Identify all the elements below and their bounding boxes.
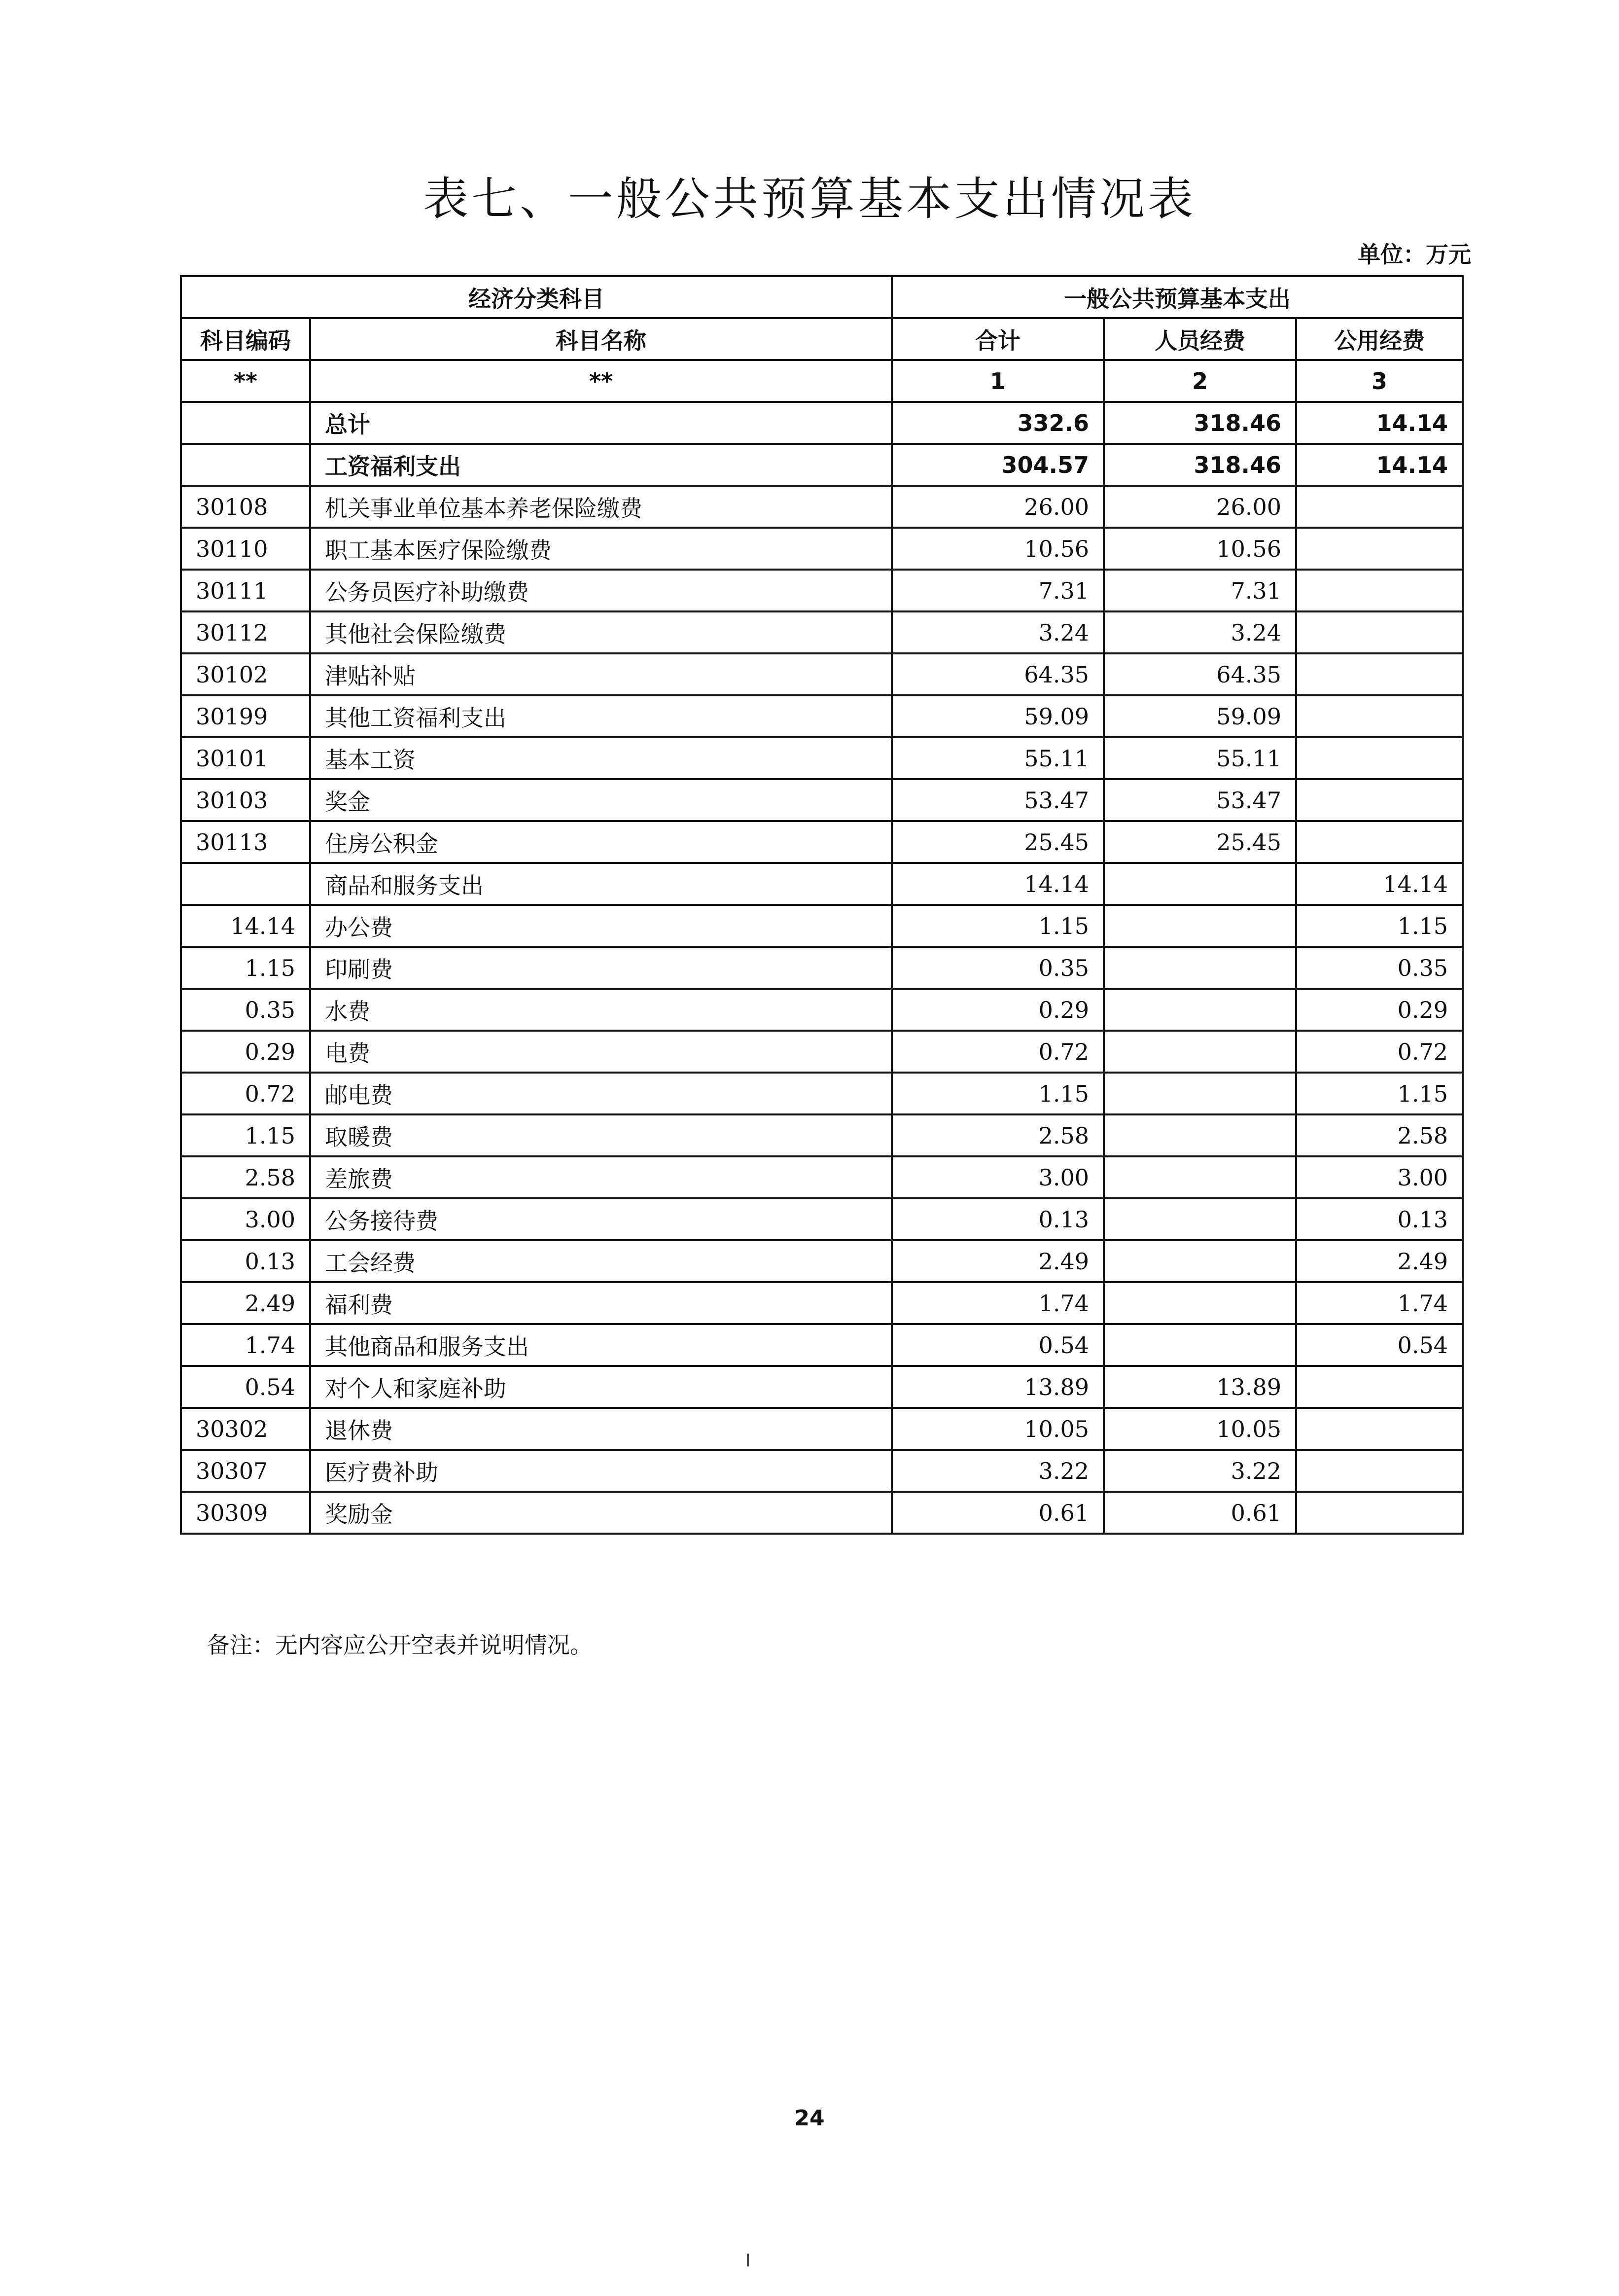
row-total: 55.11 <box>892 737 1104 779</box>
header-index-row <box>181 360 1463 402</box>
row-code: 0.29 <box>181 1031 310 1073</box>
row-total: 2.58 <box>892 1114 1104 1156</box>
row-public: 0.35 <box>1296 947 1463 989</box>
row-name: 公务接待费 <box>310 1198 892 1240</box>
row-code: 2.58 <box>181 1156 310 1198</box>
row-code: 30101 <box>181 737 310 779</box>
row-name: 取暖费 <box>310 1114 892 1156</box>
table-row <box>181 1198 1463 1240</box>
header-name: 科目名称 <box>310 318 892 360</box>
row-code: 0.54 <box>181 1366 310 1408</box>
row-name: 商品和服务支出 <box>310 863 892 905</box>
row-code: 30309 <box>181 1492 310 1534</box>
table-row <box>181 779 1463 821</box>
row-personnel <box>1104 1114 1296 1156</box>
row-public: 0.13 <box>1296 1198 1463 1240</box>
row-personnel <box>1104 1031 1296 1073</box>
row-public <box>1296 779 1463 821</box>
table-row <box>181 611 1463 653</box>
row-total: 13.89 <box>892 1366 1104 1408</box>
row-name: 其他商品和服务支出 <box>310 1324 892 1366</box>
table-row <box>181 863 1463 905</box>
table-row <box>181 1156 1463 1198</box>
row-name: 奖金 <box>310 779 892 821</box>
row-public: 2.49 <box>1296 1240 1463 1282</box>
table-row <box>181 528 1463 570</box>
row-code: 1.15 <box>181 947 310 989</box>
index-personnel: 2 <box>1104 360 1296 402</box>
row-public: 2.58 <box>1296 1114 1463 1156</box>
row-personnel: 53.47 <box>1104 779 1296 821</box>
row-name: 医疗费补助 <box>310 1450 892 1492</box>
row-total: 2.49 <box>892 1240 1104 1282</box>
index-public: 3 <box>1296 360 1463 402</box>
row-code: 30103 <box>181 779 310 821</box>
row-code <box>181 402 310 444</box>
row-name: 工资福利支出 <box>310 444 892 486</box>
table-row <box>181 905 1463 947</box>
row-name: 公务员医疗补助缴费 <box>310 570 892 611</box>
row-personnel: 55.11 <box>1104 737 1296 779</box>
row-public: 14.14 <box>1296 402 1463 444</box>
row-personnel: 0.61 <box>1104 1492 1296 1534</box>
row-personnel: 318.46 <box>1104 444 1296 486</box>
row-personnel: 3.22 <box>1104 1450 1296 1492</box>
row-total: 0.13 <box>892 1198 1104 1240</box>
row-name: 职工基本医疗保险缴费 <box>310 528 892 570</box>
row-total: 0.61 <box>892 1492 1104 1534</box>
row-public: 0.29 <box>1296 989 1463 1031</box>
row-name: 其他工资福利支出 <box>310 695 892 737</box>
table-row <box>181 1450 1463 1492</box>
row-public <box>1296 486 1463 528</box>
row-personnel <box>1104 1073 1296 1114</box>
row-public <box>1296 528 1463 570</box>
row-personnel: 10.56 <box>1104 528 1296 570</box>
row-code: 30102 <box>181 653 310 695</box>
row-code: 30113 <box>181 821 310 863</box>
header-column-row <box>181 318 1463 360</box>
table-row <box>181 1031 1463 1073</box>
row-public <box>1296 611 1463 653</box>
row-personnel <box>1104 989 1296 1031</box>
row-personnel: 13.89 <box>1104 1366 1296 1408</box>
row-personnel: 26.00 <box>1104 486 1296 528</box>
row-code: 30302 <box>181 1408 310 1450</box>
row-public: 0.72 <box>1296 1031 1463 1073</box>
table-row <box>181 444 1463 486</box>
row-total: 332.6 <box>892 402 1104 444</box>
row-personnel: 64.35 <box>1104 653 1296 695</box>
row-name: 对个人和家庭补助 <box>310 1366 892 1408</box>
row-personnel <box>1104 905 1296 947</box>
scan-mark <box>747 2254 749 2266</box>
page-number: 24 <box>794 2106 825 2131</box>
row-total: 10.05 <box>892 1408 1104 1450</box>
row-code: 30110 <box>181 528 310 570</box>
index-name: ** <box>310 360 892 402</box>
row-code: 14.14 <box>181 905 310 947</box>
row-public <box>1296 737 1463 779</box>
row-personnel: 3.24 <box>1104 611 1296 653</box>
row-public: 14.14 <box>1296 444 1463 486</box>
row-name: 住房公积金 <box>310 821 892 863</box>
row-total: 25.45 <box>892 821 1104 863</box>
table-row <box>181 486 1463 528</box>
row-public <box>1296 653 1463 695</box>
header-code: 科目编码 <box>181 318 310 360</box>
table-row <box>181 1114 1463 1156</box>
row-name: 办公费 <box>310 905 892 947</box>
row-public <box>1296 1408 1463 1450</box>
row-code <box>181 863 310 905</box>
row-public <box>1296 570 1463 611</box>
row-total: 53.47 <box>892 779 1104 821</box>
budget-table <box>180 275 1464 1535</box>
table-row <box>181 1366 1463 1408</box>
table-row <box>181 1240 1463 1282</box>
table-row <box>181 737 1463 779</box>
row-public: 1.15 <box>1296 905 1463 947</box>
row-code: 0.35 <box>181 989 310 1031</box>
row-personnel: 7.31 <box>1104 570 1296 611</box>
row-public: 1.15 <box>1296 1073 1463 1114</box>
table-row <box>181 1324 1463 1366</box>
row-total: 26.00 <box>892 486 1104 528</box>
row-total: 10.56 <box>892 528 1104 570</box>
row-public <box>1296 1492 1463 1534</box>
row-total: 1.74 <box>892 1282 1104 1324</box>
row-name: 机关事业单位基本养老保险缴费 <box>310 486 892 528</box>
table-row <box>181 570 1463 611</box>
row-total: 0.54 <box>892 1324 1104 1366</box>
unit-label: 单位：万元 <box>1358 241 1471 268</box>
row-code: 0.72 <box>181 1073 310 1114</box>
header-economic-classification: 经济分类科目 <box>181 276 892 318</box>
row-personnel <box>1104 1198 1296 1240</box>
row-public: 0.54 <box>1296 1324 1463 1366</box>
table-row <box>181 1408 1463 1450</box>
row-name: 印刷费 <box>310 947 892 989</box>
row-name: 工会经费 <box>310 1240 892 1282</box>
row-total: 59.09 <box>892 695 1104 737</box>
row-total: 1.15 <box>892 905 1104 947</box>
row-name: 退休费 <box>310 1408 892 1450</box>
row-personnel <box>1104 947 1296 989</box>
row-personnel: 10.05 <box>1104 1408 1296 1450</box>
index-code: ** <box>181 360 310 402</box>
header-total: 合计 <box>892 318 1104 360</box>
row-total: 3.00 <box>892 1156 1104 1198</box>
row-public <box>1296 695 1463 737</box>
header-personnel: 人员经费 <box>1104 318 1296 360</box>
row-code: 30307 <box>181 1450 310 1492</box>
table-row <box>181 1282 1463 1324</box>
row-name: 福利费 <box>310 1282 892 1324</box>
header-public: 公用经费 <box>1296 318 1463 360</box>
index-total: 1 <box>892 360 1104 402</box>
row-personnel <box>1104 1156 1296 1198</box>
row-name: 水费 <box>310 989 892 1031</box>
row-public: 14.14 <box>1296 863 1463 905</box>
row-personnel <box>1104 1324 1296 1366</box>
row-public <box>1296 821 1463 863</box>
table-row <box>181 402 1463 444</box>
table-row <box>181 1073 1463 1114</box>
row-personnel <box>1104 863 1296 905</box>
table-row <box>181 989 1463 1031</box>
row-name: 津贴补贴 <box>310 653 892 695</box>
row-total: 0.29 <box>892 989 1104 1031</box>
row-public <box>1296 1366 1463 1408</box>
row-total: 3.24 <box>892 611 1104 653</box>
row-name: 邮电费 <box>310 1073 892 1114</box>
row-total: 64.35 <box>892 653 1104 695</box>
row-total: 0.35 <box>892 947 1104 989</box>
row-code: 30111 <box>181 570 310 611</box>
row-personnel <box>1104 1240 1296 1282</box>
row-code <box>181 444 310 486</box>
row-name: 差旅费 <box>310 1156 892 1198</box>
row-code: 0.13 <box>181 1240 310 1282</box>
table-row <box>181 821 1463 863</box>
table-row <box>181 947 1463 989</box>
table-row <box>181 1492 1463 1534</box>
row-code: 30199 <box>181 695 310 737</box>
header-group-row <box>181 276 1463 318</box>
page-title: 表七、一般公共预算基本支出情况表 <box>422 173 1196 225</box>
row-name: 总计 <box>310 402 892 444</box>
row-personnel <box>1104 1282 1296 1324</box>
row-name: 奖励金 <box>310 1492 892 1534</box>
row-total: 7.31 <box>892 570 1104 611</box>
row-total: 3.22 <box>892 1450 1104 1492</box>
row-code: 3.00 <box>181 1198 310 1240</box>
row-personnel: 25.45 <box>1104 821 1296 863</box>
table-body <box>181 276 1463 1534</box>
row-total: 304.57 <box>892 444 1104 486</box>
footnote: 备注：无内容应公开空表并说明情况。 <box>207 1632 593 1658</box>
row-code: 1.74 <box>181 1324 310 1366</box>
row-public: 1.74 <box>1296 1282 1463 1324</box>
row-total: 1.15 <box>892 1073 1104 1114</box>
header-basic-expenditure: 一般公共预算基本支出 <box>892 276 1463 318</box>
row-public <box>1296 1450 1463 1492</box>
row-code: 30108 <box>181 486 310 528</box>
row-personnel: 59.09 <box>1104 695 1296 737</box>
row-code: 2.49 <box>181 1282 310 1324</box>
row-total: 14.14 <box>892 863 1104 905</box>
row-name: 基本工资 <box>310 737 892 779</box>
table-row <box>181 653 1463 695</box>
row-code: 30112 <box>181 611 310 653</box>
table-row <box>181 695 1463 737</box>
row-name: 电费 <box>310 1031 892 1073</box>
row-name: 其他社会保险缴费 <box>310 611 892 653</box>
row-total: 0.72 <box>892 1031 1104 1073</box>
row-personnel: 318.46 <box>1104 402 1296 444</box>
row-public: 3.00 <box>1296 1156 1463 1198</box>
row-code: 1.15 <box>181 1114 310 1156</box>
